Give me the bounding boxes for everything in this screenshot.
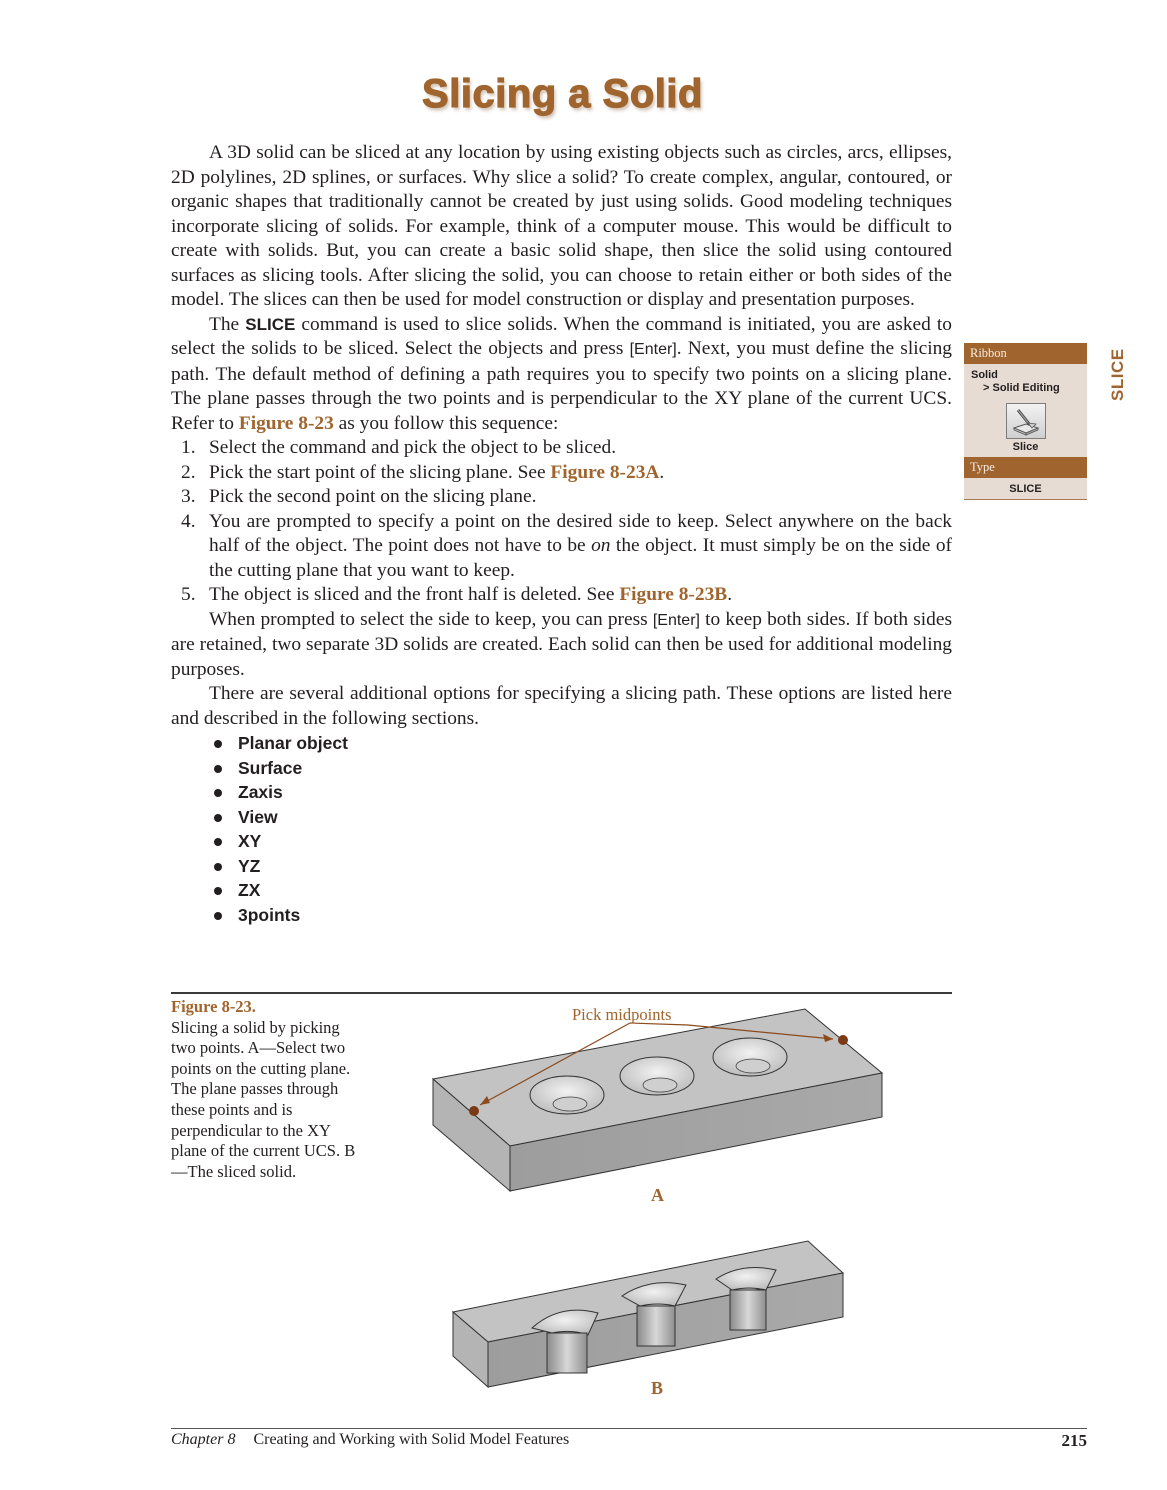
option-label: Surface <box>238 757 303 778</box>
bullet-icon <box>214 912 222 920</box>
key-enter: [Enter] <box>629 341 677 358</box>
option-item <box>171 731 952 756</box>
step-item <box>171 436 952 461</box>
ribbon-tab: Solid <box>971 369 998 381</box>
option-label: 3points <box>238 904 301 925</box>
vertical-label: SLICE <box>1108 348 1127 401</box>
step-text: The object is sliced and the front half is deleted. See <box>209 584 620 605</box>
emphasis: on <box>591 535 611 556</box>
option-item <box>171 780 952 805</box>
text-run: . Next, you must define the slicing path. The default method of defining a path requires you to specify two points on a slicing plane. The plane passes through the two points and is perpendicular to the XY plane of the current UCS. Refer to <box>171 338 952 434</box>
figure-b-label: B <box>651 1378 664 1398</box>
text-run: The <box>209 313 246 335</box>
option-label: YZ <box>238 855 261 876</box>
step-number: 2. <box>181 461 196 483</box>
bullet-icon <box>214 740 222 748</box>
steps-list <box>171 436 952 608</box>
options-list <box>171 731 952 927</box>
figure-link[interactable]: Figure 8-23A <box>550 461 660 483</box>
page-number: 215 <box>1061 1431 1087 1450</box>
step-number: 4. <box>181 510 196 532</box>
pick-point-icon <box>469 1106 479 1116</box>
figure-link[interactable]: Figure 8-23B <box>619 584 728 605</box>
bullet-icon <box>214 789 222 797</box>
option-item <box>171 805 952 830</box>
text-run: When prompted to select the side to keep, you can press <box>209 608 653 630</box>
body-text <box>171 141 952 927</box>
text-run: as you follow this sequence: <box>333 412 559 434</box>
figure-a <box>433 1009 882 1191</box>
step-item <box>171 510 952 584</box>
ribbon-path <box>964 364 1087 399</box>
callout-label: Pick midpoints <box>572 1005 672 1024</box>
option-item <box>171 854 952 879</box>
bullet-icon <box>214 838 222 846</box>
options-paragraph: There are several additional options for specifying a slicing path. These options are listed here and described in the following sections. <box>171 683 952 729</box>
page-footer <box>171 1431 1087 1449</box>
ribbon-panel: > Solid Editing <box>983 382 1060 394</box>
text-run: to keep both sides. If both sides are retained, two separate 3D solids are created. Each solid can then be used for additional modeling purposes. <box>171 608 952 680</box>
caption-text: Slicing a solid by picking two points. A—Select two points on the cutting plane. The plane passes through these points and is perpendicular to the XY plane of the current UCS. B—The sliced solid. <box>171 1017 356 1181</box>
command-access-box <box>964 343 1087 500</box>
option-label: ZX <box>238 880 261 900</box>
figure-illustration <box>420 995 900 1410</box>
command-name: SLICE <box>245 314 296 334</box>
enter-paragraph <box>171 608 952 683</box>
figure-a-label: A <box>651 1185 664 1205</box>
bullet-icon <box>214 814 222 822</box>
figure-link[interactable]: Figure 8-23 <box>238 412 334 434</box>
footer-divider <box>171 1428 1087 1429</box>
type-command: SLICE <box>964 478 1087 499</box>
option-item <box>171 903 952 928</box>
option-label: Planar object <box>238 733 348 753</box>
step-text: Pick the start point of the slicing plane. See <box>209 461 551 483</box>
step-item <box>171 583 952 608</box>
option-item <box>171 829 952 854</box>
ribbon-header: Ribbon <box>964 343 1087 364</box>
bullet-icon <box>214 863 222 871</box>
chapter-number: Chapter 8 <box>171 1431 236 1448</box>
figure-divider <box>171 992 952 994</box>
option-label: View <box>238 806 278 827</box>
tool-caption: Slice <box>1012 441 1039 453</box>
pick-point-icon <box>838 1035 848 1045</box>
step-text: Pick the second point on the slicing plane. <box>209 486 537 507</box>
figure-caption <box>171 997 356 1182</box>
intro-paragraph: A 3D solid can be sliced at any location by using existing objects such as circles, arcs, ellipses, 2D polylines, 2D splines, or surfaces. Why slice a solid? To create complex, angular, contoured, or organic shapes that traditionally cannot be created by just using solids. Good modeling techniques incorporate slicing of solids. For example, think of a computer mouse. This would be difficult to create with solids. But, you can create a basic solid shape, then slice the solid using contoured surfaces as slicing tools. After slicing the solid, you can choose to retain either or both sides of the model. The slices can then be used for model construction or display and presentation purposes. <box>171 142 952 310</box>
bullet-icon <box>214 887 222 895</box>
chapter-title: Creating and Working with Solid Model Features <box>253 1431 570 1448</box>
bullet-icon <box>214 765 222 773</box>
slice-tool-icon[interactable] <box>1006 403 1046 439</box>
step-text: . <box>727 584 733 605</box>
step-item <box>171 485 952 510</box>
type-header: Type <box>964 457 1087 478</box>
page-title: Slicing a Solid <box>422 72 703 116</box>
option-item <box>171 878 952 903</box>
option-label: Zaxis <box>238 782 283 802</box>
step-number: 1. <box>181 437 196 458</box>
figure-number: Figure 8-23. <box>171 997 256 1016</box>
step-text: the object. It must simply be on the side of the cutting plane that you want to keep. <box>209 535 952 581</box>
slice-paragraph <box>171 313 952 437</box>
step-text: You are prompted to specify a point on the desired side to keep. Select anywhere on the back half of the object. The point does not have to be <box>209 510 952 556</box>
key-enter: [Enter] <box>652 611 700 629</box>
step-number: 5. <box>181 584 196 605</box>
option-item <box>171 756 952 781</box>
text-run: command is used to slice solids. When the command is initiated, you are asked to select the solids to be sliced. Select the objects and press <box>171 313 952 359</box>
step-number: 3. <box>181 486 196 507</box>
figure-b <box>453 1241 843 1387</box>
step-text: Select the command and pick the object to be sliced. <box>209 437 617 458</box>
step-item <box>171 461 952 486</box>
command-tab-label <box>1090 343 1127 403</box>
step-text: . <box>659 461 665 483</box>
option-label: XY <box>238 831 262 851</box>
